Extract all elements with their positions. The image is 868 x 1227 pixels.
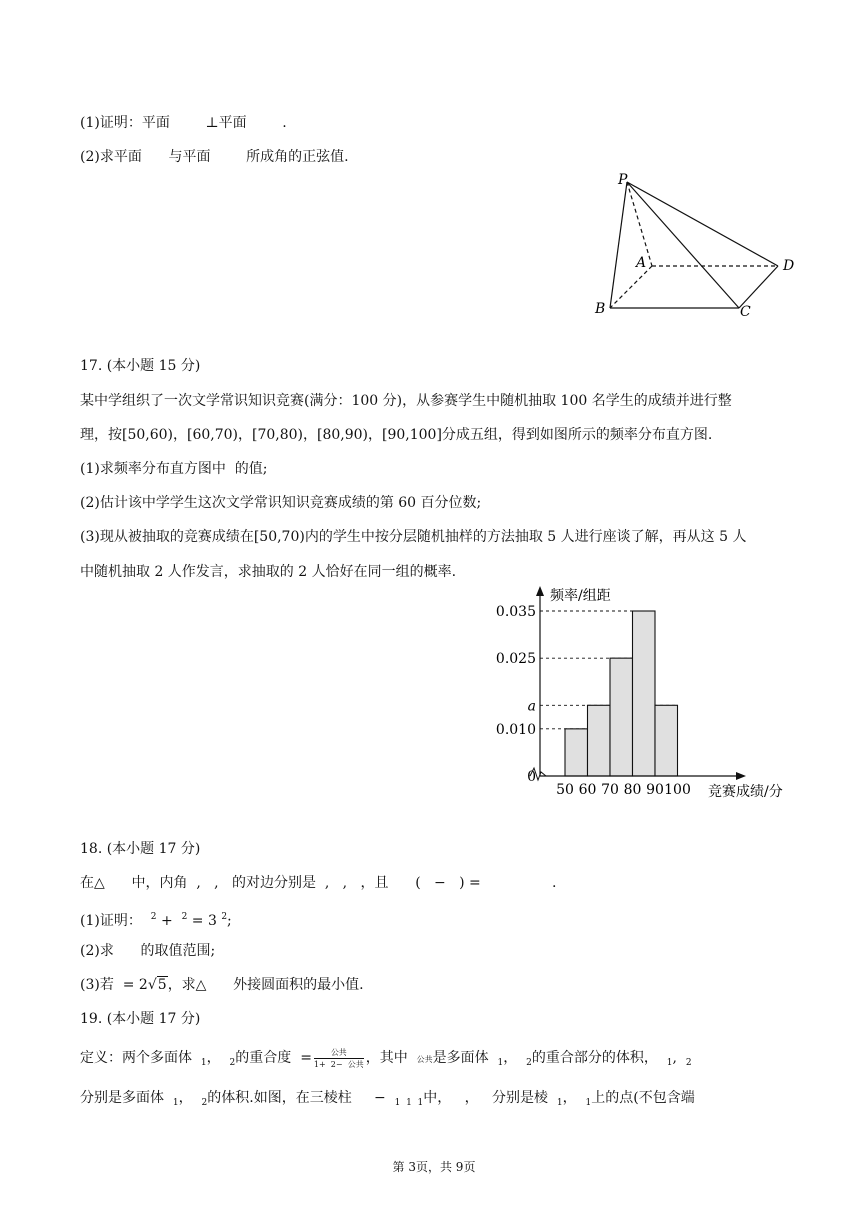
edge-PB [610, 182, 627, 308]
q17-part2: (2)估计该中学学生这次文学常识知识竞赛成绩的第 60 百分位数; [80, 495, 482, 511]
x-tick-label-1: 60 [578, 782, 597, 798]
q18-header: 18. (本小题 17 分) [80, 841, 201, 857]
x-tick-label-4: 90 [646, 782, 664, 798]
bar-1 [588, 705, 611, 776]
x-axis-arrow [736, 772, 746, 780]
x-tick-label-5: 100 [664, 782, 691, 798]
q17-part1: (1)求频率分布直方图中 的值; [80, 461, 268, 477]
q17-stem-line1: 某中学组织了一次文学常识知识竞赛(满分：100 分)，从参赛学生中随机抽取 100 名学生的成绩并进行整 [80, 393, 732, 409]
label-A: A [636, 255, 647, 271]
q18-part3: (3)若 = 2√5，求△ 外接圆面积的最小值. [80, 977, 364, 993]
y-tick-label-2: a [527, 698, 536, 715]
x-tick-label-2: 70 [601, 782, 619, 798]
q18-part1: (1)证明： $^2$ + $^2$ = 3 $^2$; [80, 912, 232, 929]
q19-header: 19. (本小题 17 分) [80, 1011, 201, 1027]
edge-PA [627, 182, 652, 266]
edge-PD [627, 182, 778, 266]
bar-2 [610, 658, 633, 776]
y-axis-label: 频率/组距 [550, 588, 611, 604]
q17-part3-line2: 中随机抽取 2 人作发言，求抽取的 2 人恰好在同一组的概率. [80, 564, 457, 580]
bar-0 [565, 729, 588, 776]
overlap-fraction: $\frac{\text{公共}}{\text{1+ 2− 公共}}$ [313, 1047, 364, 1069]
x-axis-label: 竞赛成绩/分 [708, 784, 783, 800]
label-C: C [740, 304, 751, 320]
label-B: B [595, 301, 606, 317]
y-tick-label-1: 0.025 [495, 651, 536, 668]
frequency-histogram [490, 580, 810, 805]
q17-part3-line1: (3)现从被抽取的竞赛成绩在[50,70)内的学生中按分层随机抽样的方法抽取 5 人进行座谈了解，再从这 5 人 [80, 529, 747, 545]
y-tick-label-3: 0.010 [495, 721, 536, 738]
y-axis-arrow [536, 586, 544, 596]
q18-part2: (2)求 的取值范围; [80, 943, 216, 959]
x-tick-label-0: 50 [556, 782, 574, 798]
bar-4 [655, 705, 678, 776]
q19-definition: 定义：两个多面体 $_1$， $_2$的重合度 = $\frac{\text{公共}}{\text{1+ 2− 公共}}$ ，其中 公共是多面体 $_1$， $_2$的重合部分的体积， $_1$, $_2$ [80, 1047, 692, 1069]
label-P: P [618, 172, 628, 188]
q19-line2: 分别是多面体 $_1$， $_2$的体积.如图，在三棱柱 − $_{1 1 1}$中， ， 分别是棱 $_1$， $_1$上的点(不包含端 [80, 1090, 695, 1108]
edge-PC [627, 182, 739, 308]
y-tick-label-4: 0 [527, 769, 536, 785]
pyramid-figure [590, 168, 805, 323]
q16-part1: (1)证明：平面 ⊥平面 . [80, 115, 287, 131]
edge-AB [610, 266, 652, 308]
y-tick-label-0: 0.035 [495, 604, 536, 620]
page-footer: 第 3页，共 9页 [392, 1160, 476, 1174]
q16-part2: (2)求平面 与平面 所成角的正弦值. [80, 149, 349, 165]
q17-header: 17. (本小题 15 分) [80, 358, 201, 374]
q18-stem: 在△ 中，内角 , , 的对边分别是 , , ，且 ( − ) = . [80, 875, 557, 891]
bar-3 [633, 611, 656, 776]
q17-stem-line2: 理，按[50,60)，[60,70)，[70,80)，[80,90)，[90,100]分成五组，得到如图所示的频率分布直方图. [80, 427, 713, 443]
x-tick-label-3: 80 [623, 782, 642, 798]
label-D: D [783, 258, 795, 274]
edge-CD [739, 266, 778, 308]
